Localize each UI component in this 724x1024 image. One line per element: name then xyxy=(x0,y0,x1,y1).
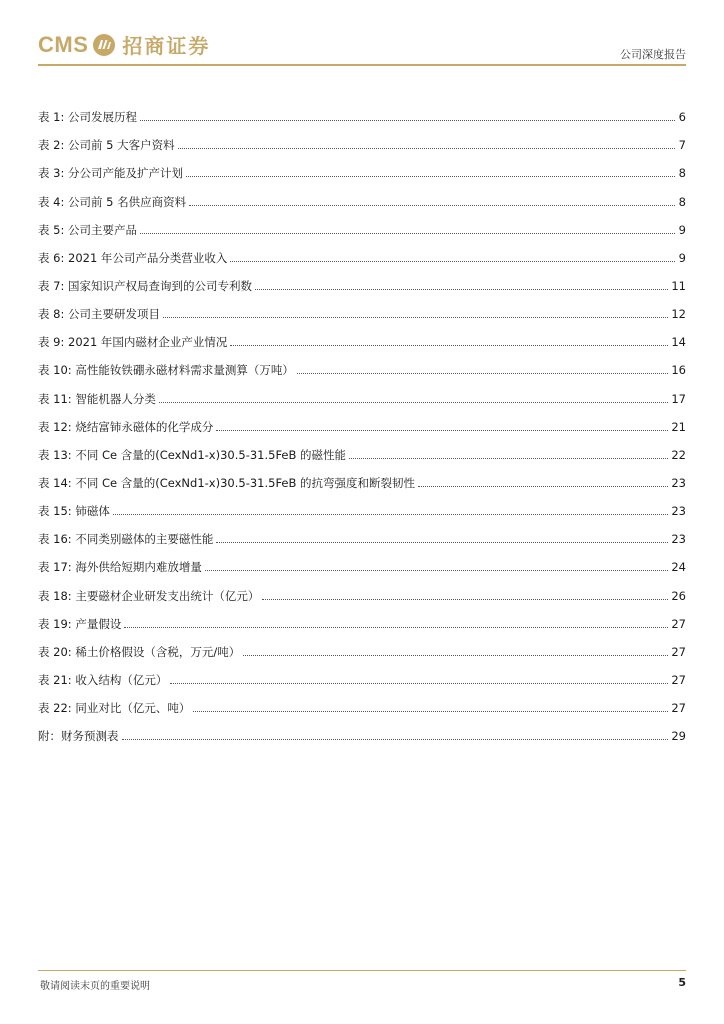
toc-entry[interactable] xyxy=(38,152,686,180)
page-number: 5 xyxy=(678,976,686,989)
toc-entry[interactable] xyxy=(38,406,686,434)
toc-entry-page: 12 xyxy=(671,307,686,322)
toc-entry[interactable] xyxy=(38,462,686,490)
footer-disclaimer: 敬请阅读末页的重要说明 xyxy=(40,981,150,992)
toc-entry[interactable] xyxy=(38,265,686,293)
toc-entry-label: 表 12: 烧结富铈永磁体的化学成分 xyxy=(38,419,214,434)
toc-entry[interactable] xyxy=(38,687,686,715)
toc-entry-page: 27 xyxy=(671,644,686,659)
toc-entry[interactable] xyxy=(38,434,686,462)
company-logo xyxy=(38,30,210,59)
toc-entry-page: 26 xyxy=(671,588,686,603)
toc-entry-label: 表 22: 同业对比（亿元、吨） xyxy=(38,701,191,716)
toc-dot-leader xyxy=(216,430,668,431)
toc-entry-label: 表 17: 海外供给短期内难放增量 xyxy=(38,560,202,575)
toc-entry[interactable] xyxy=(38,518,686,546)
toc-entry-page: 17 xyxy=(671,391,686,406)
toc-entry-label: 表 10: 高性能钕铁硼永磁材料需求量测算（万吨） xyxy=(38,363,294,378)
toc-entry-page: 11 xyxy=(671,278,686,293)
toc-entry[interactable] xyxy=(38,631,686,659)
toc-entry-label: 表 18: 主要磁材企业研发支出统计（亿元） xyxy=(38,588,260,603)
toc-entry[interactable] xyxy=(38,124,686,152)
toc-dot-leader xyxy=(216,542,668,543)
header-divider xyxy=(38,64,686,66)
toc-entry-page: 23 xyxy=(671,475,686,490)
toc-entry-label: 表 2: 公司前 5 大客户资料 xyxy=(38,138,175,153)
toc-dot-leader xyxy=(262,599,668,600)
page-header xyxy=(38,24,686,64)
toc-dot-leader xyxy=(140,233,675,234)
toc-entry-label: 表 9: 2021 年国内磁材企业产业情况 xyxy=(38,335,228,350)
toc-entry-page: 23 xyxy=(671,532,686,547)
report-type: 公司深度报告 xyxy=(620,48,686,61)
toc-entry[interactable] xyxy=(38,574,686,602)
toc-entry[interactable] xyxy=(38,377,686,405)
toc-dot-leader xyxy=(243,655,668,656)
toc-entry-label: 附：财务预测表 xyxy=(38,729,119,744)
toc-entry[interactable] xyxy=(38,96,686,124)
table-of-contents xyxy=(38,96,686,743)
toc-entry-label: 表 8: 公司主要研发项目 xyxy=(38,307,161,322)
toc-entry-page: 7 xyxy=(678,138,686,153)
toc-entry-label: 表 20: 稀土价格假设（含税，万元/吨） xyxy=(38,644,241,659)
toc-entry-label: 表 3: 分公司产能及扩产计划 xyxy=(38,166,184,181)
toc-entry-page: 16 xyxy=(671,363,686,378)
toc-dot-leader xyxy=(122,739,669,740)
toc-entry[interactable] xyxy=(38,209,686,237)
toc-dot-leader xyxy=(418,486,668,487)
toc-dot-leader xyxy=(124,627,668,628)
toc-entry-page: 27 xyxy=(671,616,686,631)
toc-entry-page: 23 xyxy=(671,504,686,519)
toc-dot-leader xyxy=(193,711,668,712)
toc-entry-label: 表 19: 产量假设 xyxy=(38,616,122,631)
toc-entry-page: 14 xyxy=(671,335,686,350)
toc-entry[interactable] xyxy=(38,180,686,208)
toc-entry-page: 22 xyxy=(671,447,686,462)
toc-dot-leader xyxy=(163,317,668,318)
toc-entry-label: 表 21: 收入结构（亿元） xyxy=(38,672,168,687)
toc-entry-label: 表 7: 国家知识产权局查询到的公司专利数 xyxy=(38,278,253,293)
toc-dot-leader xyxy=(159,402,669,403)
toc-entry[interactable] xyxy=(38,546,686,574)
toc-dot-leader xyxy=(170,683,668,684)
toc-entry[interactable] xyxy=(38,490,686,518)
toc-entry[interactable] xyxy=(38,659,686,687)
toc-entry-label: 表 16: 不同类别磁体的主要磁性能 xyxy=(38,532,214,547)
toc-entry-page: 21 xyxy=(671,419,686,434)
toc-dot-leader xyxy=(186,176,675,177)
toc-dot-leader xyxy=(189,205,675,206)
toc-dot-leader xyxy=(178,148,675,149)
logo-text: CMS xyxy=(38,31,89,57)
toc-entry[interactable] xyxy=(38,293,686,321)
toc-dot-leader xyxy=(297,373,669,374)
toc-entry[interactable] xyxy=(38,321,686,349)
toc-dot-leader xyxy=(255,289,668,290)
toc-dot-leader xyxy=(230,345,668,346)
toc-entry-label: 表 6: 2021 年公司产品分类营业收入 xyxy=(38,250,228,265)
toc-entry[interactable] xyxy=(38,715,686,743)
toc-entry-page: 9 xyxy=(678,222,686,237)
toc-entry[interactable] xyxy=(38,237,686,265)
toc-entry-page: 8 xyxy=(678,194,686,209)
toc-entry-label: 表 4: 公司前 5 名供应商资料 xyxy=(38,194,187,209)
toc-dot-leader xyxy=(113,514,669,515)
toc-entry-page: 8 xyxy=(678,166,686,181)
toc-dot-leader xyxy=(205,570,669,571)
toc-entry-label: 表 13: 不同 Ce 含量的(CexNd1-x)30.5-31.5FeB 的磁性能 xyxy=(38,447,347,462)
toc-entry-label: 表 1: 公司发展历程 xyxy=(38,110,138,125)
toc-entry-label: 表 11: 智能机器人分类 xyxy=(38,391,156,406)
toc-entry[interactable] xyxy=(38,349,686,377)
toc-dot-leader xyxy=(349,458,668,459)
toc-entry-page: 9 xyxy=(678,250,686,265)
toc-entry-page: 24 xyxy=(671,560,686,575)
toc-entry-page: 29 xyxy=(671,729,686,744)
toc-dot-leader xyxy=(230,261,675,262)
logo-emblem-icon xyxy=(92,33,116,57)
toc-entry-page: 27 xyxy=(671,672,686,687)
footer-divider xyxy=(38,970,686,971)
logo-company-name: 招商证券 xyxy=(122,34,211,58)
toc-entry[interactable] xyxy=(38,603,686,631)
toc-entry-label: 表 14: 不同 Ce 含量的(CexNd1-x)30.5-31.5FeB 的抗弯强度和断裂韧性 xyxy=(38,475,416,490)
toc-entry-page: 6 xyxy=(678,110,686,125)
toc-dot-leader xyxy=(140,120,675,121)
toc-entry-label: 表 15: 铈磁体 xyxy=(38,504,110,519)
toc-entry-label: 表 5: 公司主要产品 xyxy=(38,222,138,237)
toc-entry-page: 27 xyxy=(671,701,686,716)
